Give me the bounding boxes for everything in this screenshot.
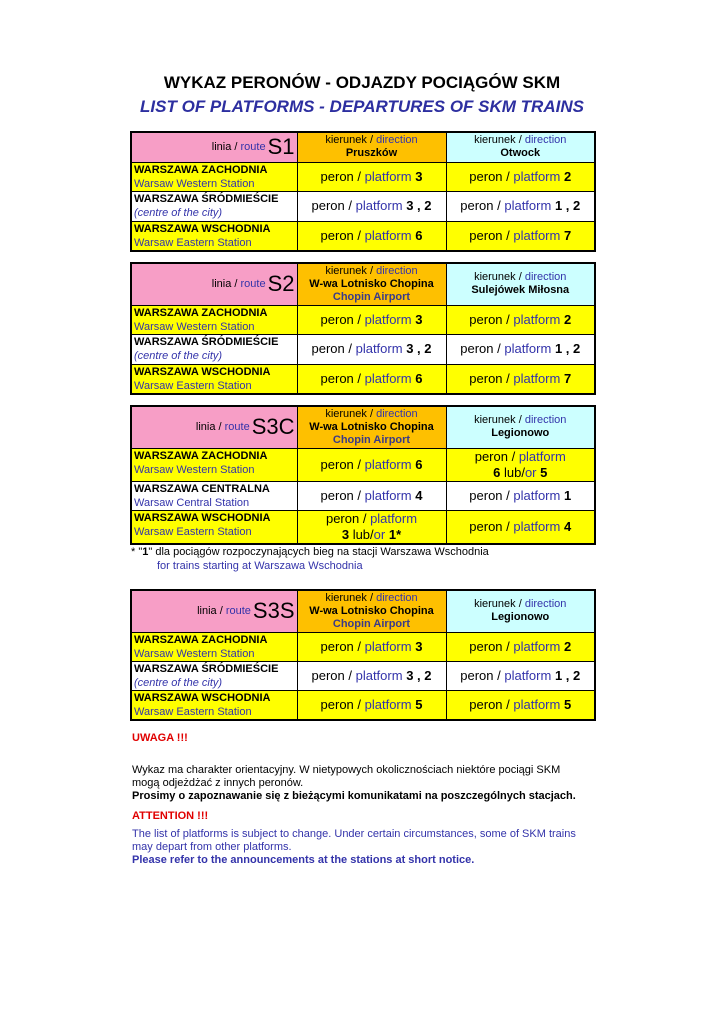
note-pl-bold: Prosimy o zapoznawanie się z bieżącymi komunikatami na poszczególnych stacjach. xyxy=(132,790,576,802)
direction-header-1: kierunek / direction W-wa Lotnisko Chopina Chopin Airport xyxy=(297,406,446,448)
route-header: linia / routeS1 xyxy=(131,132,297,162)
route-header: linia / routeS3C xyxy=(131,406,297,448)
direction-header-1: kierunek / direction W-wa Lotnisko Chopina Chopin Airport xyxy=(297,263,446,305)
note-en-bold: Please refer to the announcements at the stations at short notice. xyxy=(132,854,475,866)
platform-cell: peron / platform 1 , 2 xyxy=(446,191,595,221)
note-pl-line1: Wykaz ma charakter orientacyjny. W nietypowych okolicznościach niektóre pociągi SKM xyxy=(132,764,561,776)
station-cell: WARSZAWA ZACHODNIA Warsaw Western Station xyxy=(131,632,297,661)
page-title-en: LIST OF PLATFORMS - DEPARTURES OF SKM TRAINS xyxy=(140,97,584,116)
route-code: S3S xyxy=(252,598,295,624)
station-cell: WARSZAWA ZACHODNIA Warsaw Western Station xyxy=(131,448,297,481)
note-en-line1: The list of platforms is subject to change. Under certain circumstances, some of SKM trains xyxy=(132,828,576,840)
station-cell: WARSZAWA WSCHODNIA Warsaw Eastern Station xyxy=(131,364,297,394)
route-table-s3s xyxy=(130,589,596,721)
station-cell: WARSZAWA ZACHODNIA Warsaw Western Station xyxy=(131,305,297,334)
platform-cell: peron / platform 2 xyxy=(446,305,595,334)
platform-cell: peron / platform 6 xyxy=(297,221,446,251)
direction-header-2: kierunek / direction Otwock xyxy=(446,132,595,162)
platform-cell: peron / platform 4 xyxy=(446,510,595,544)
platform-cell: peron / platform 3 , 2 xyxy=(297,191,446,221)
note-pl-line2: mogą odjeżdżać z innych peronów. xyxy=(132,777,304,789)
note-en-line2: may depart from other platforms. xyxy=(132,841,292,853)
station-cell: WARSZAWA CENTRALNA Warsaw Central Station xyxy=(131,481,297,510)
footnote: * "1" dla pociągów rozpoczynających bieg na stacji Warszawa Wschodnia for trains starting at Warszawa Wschodnia xyxy=(131,546,489,572)
notes-section xyxy=(132,732,602,867)
platform-cell: peron / platform 3 xyxy=(297,162,446,191)
station-cell: WARSZAWA WSCHODNIA Warsaw Eastern Station xyxy=(131,690,297,720)
direction-header-2: kierunek / direction Sulejówek Miłosna xyxy=(446,263,595,305)
route-table-s1 xyxy=(130,131,596,252)
route-table-s2 xyxy=(130,262,596,395)
station-cell: WARSZAWA WSCHODNIA Warsaw Eastern Station xyxy=(131,510,297,544)
platform-cell: peron / platform 6 xyxy=(297,364,446,394)
route-header: linia / routeS2 xyxy=(131,263,297,305)
platform-cell: peron / platform 3 xyxy=(297,632,446,661)
warning-heading-pl: UWAGA !!! xyxy=(132,732,188,744)
route-code: S2 xyxy=(267,271,295,297)
platform-cell: peron / platform 3 lub/or 1* xyxy=(297,510,446,544)
station-cell: WARSZAWA ŚRÓDMIEŚCIE (centre of the city) xyxy=(131,661,297,690)
platform-cell: peron / platform 3 , 2 xyxy=(297,334,446,364)
platform-cell: peron / platform 6 xyxy=(297,448,446,481)
station-cell: WARSZAWA ŚRÓDMIEŚCIE (centre of the city) xyxy=(131,191,297,221)
platform-cell: peron / platform 3 , 2 xyxy=(297,661,446,690)
platform-cell: peron / platform 7 xyxy=(446,364,595,394)
platform-cell: peron / platform 2 xyxy=(446,162,595,191)
platform-cell: peron / platform 7 xyxy=(446,221,595,251)
route-table-s3c xyxy=(130,405,596,545)
platform-cell: peron / platform 3 xyxy=(297,305,446,334)
route-header: linia / routeS3S xyxy=(131,590,297,632)
station-cell: WARSZAWA ZACHODNIA Warsaw Western Station xyxy=(131,162,297,191)
platform-cell: peron / platform 6 lub/or 5 xyxy=(446,448,595,481)
platform-cell: peron / platform 5 xyxy=(446,690,595,720)
direction-header-1: kierunek / direction Pruszków xyxy=(297,132,446,162)
route-code: S1 xyxy=(267,134,295,160)
warning-heading-en: ATTENTION !!! xyxy=(132,810,209,822)
platform-cell: peron / platform 1 , 2 xyxy=(446,661,595,690)
platform-cell: peron / platform 5 xyxy=(297,690,446,720)
direction-header-2: kierunek / direction Legionowo xyxy=(446,406,595,448)
platform-cell: peron / platform 4 xyxy=(297,481,446,510)
route-code: S3C xyxy=(251,414,295,440)
platform-cell: peron / platform 2 xyxy=(446,632,595,661)
direction-header-1: kierunek / direction W-wa Lotnisko Chopina Chopin Airport xyxy=(297,590,446,632)
station-cell: WARSZAWA ŚRÓDMIEŚCIE (centre of the city) xyxy=(131,334,297,364)
direction-header-2: kierunek / direction Legionowo xyxy=(446,590,595,632)
platform-cell: peron / platform 1 , 2 xyxy=(446,334,595,364)
page-title-pl: WYKAZ PERONÓW - ODJAZDY POCIĄGÓW SKM xyxy=(163,73,561,92)
platform-cell: peron / platform 1 xyxy=(446,481,595,510)
station-cell: WARSZAWA WSCHODNIA Warsaw Eastern Station xyxy=(131,221,297,251)
